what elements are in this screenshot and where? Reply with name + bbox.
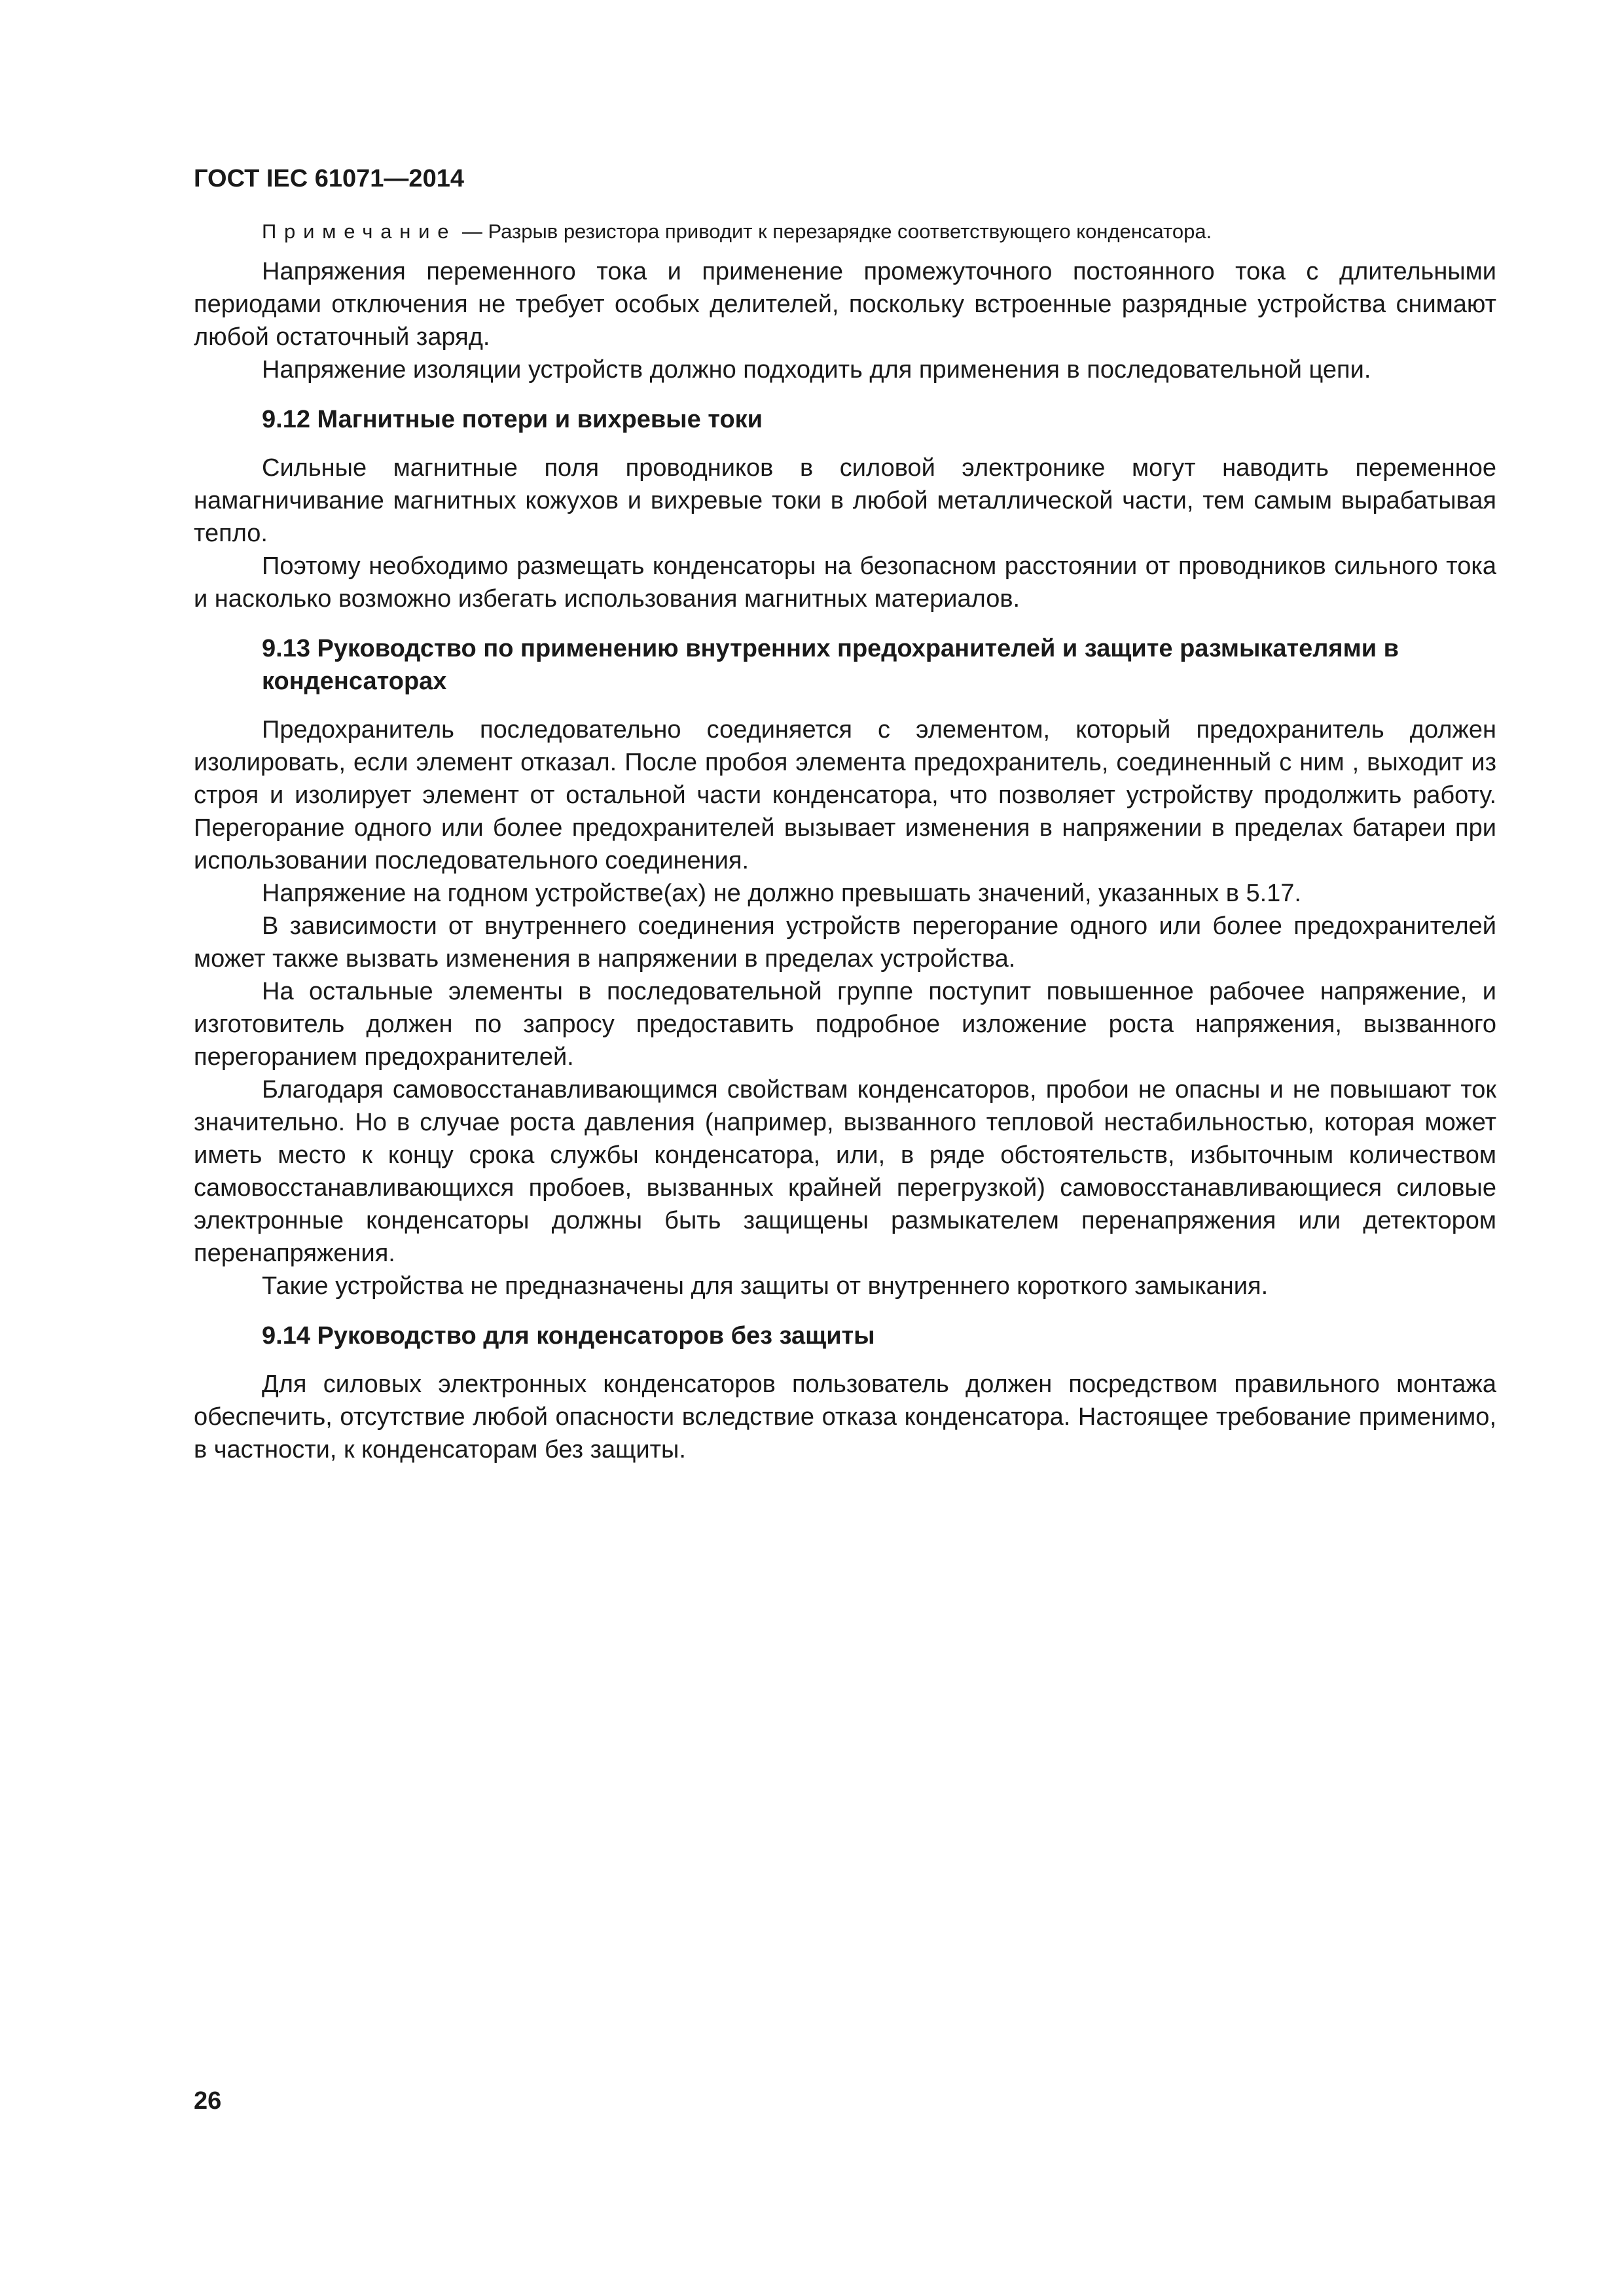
note-text: — Разрыв резистора приводит к перезарядке соответствующего конденсатора. xyxy=(456,220,1212,243)
paragraph: Благодаря самовосстанавливающимся свойствам конденсаторов, пробои не опасны и не повышают ток значительно. Но в случае роста давления (например, вызванного тепловой нестабильностью, которая может иметь место к концу срока службы конденсатора, или, в ряде обстоятельств, избыточным количеством самовосстанавливающихся пробоев, вызванных крайней перегрузкой) самовосстанавливающиеся силовые электронные конденсаторы должны быть защищены размыкателем перенапряжения или детектором перенапряжения. xyxy=(194,1076,1496,1267)
paragraph: Напряжение на годном устройстве(ах) не должно превышать значений, указанных в 5.17. xyxy=(262,880,1301,907)
note xyxy=(194,217,1496,246)
paragraph: В зависимости от внутреннего соединения устройств перегорание одного или более предохранителей может также вызвать изменения в напряжении в пределах устройства. xyxy=(194,912,1496,973)
page-number: 26 xyxy=(194,2087,222,2115)
paragraph: Напряжения переменного тока и применение промежуточного постоянного тока с длительными периодами отключения не требует особых делителей, поскольку встроенные разрядные устройства снимают любой остаточный заряд. xyxy=(194,258,1496,351)
paragraph: Напряжение изоляции устройств должно подходить для применения в последовательной цепи. xyxy=(262,356,1371,384)
paragraph: Такие устройства не предназначены для защиты от внутреннего короткого замыкания. xyxy=(262,1272,1269,1300)
paragraph: На остальные элементы в последовательной группе поступит повышенное рабочее напряжение, и изготовитель должен по запросу предоставить подробное изложение роста напряжения, вызванного перегоранием предохранителей. xyxy=(194,978,1496,1071)
section-heading-9-14: 9.14 Руководство для конденсаторов без защиты xyxy=(262,1322,875,1350)
paragraph: Поэтому необходимо размещать конденсаторы на безопасном расстоянии от проводников сильного тока и насколько возможно избегать использования магнитных материалов. xyxy=(194,552,1496,613)
paragraph: Предохранитель последовательно соединяется с элементом, который предохранитель должен изолировать, если элемент отказал. После пробоя элемента предохранитель, соединенный с ним , выходит из строя и изолирует элемент от остальной части конденсатора, что позволяет устройству продолжить работу. Перегорание одного или более предохранителей вызывает изменения в напряжении в пределах батареи при использовании последовательного соединения. xyxy=(194,716,1496,874)
section-heading-9-12: 9.12 Магнитные потери и вихревые токи xyxy=(262,406,763,433)
document-page xyxy=(194,164,1496,1466)
paragraph: Для силовых электронных конденсаторов пользователь должен посредством правильного монтажа обеспечить, отсутствие любой опасности вследствие отказа конденсатора. Настоящее требование применимо, в частности, к конденсаторам без защиты. xyxy=(194,1371,1496,1463)
note-label: Примечание xyxy=(262,220,457,243)
document-header: ГОСТ IEC 61071—2014 xyxy=(194,165,464,192)
section-heading-9-13: 9.13 Руководство по применению внутренних предохранителей и защите размыкателями в конденсаторах xyxy=(262,635,1399,695)
paragraph: Сильные магнитные поля проводников в силовой электронике могут наводить переменное намагничивание магнитных кожухов и вихревые токи в любой металлической части, тем самым вырабатывая тепло. xyxy=(194,454,1496,547)
